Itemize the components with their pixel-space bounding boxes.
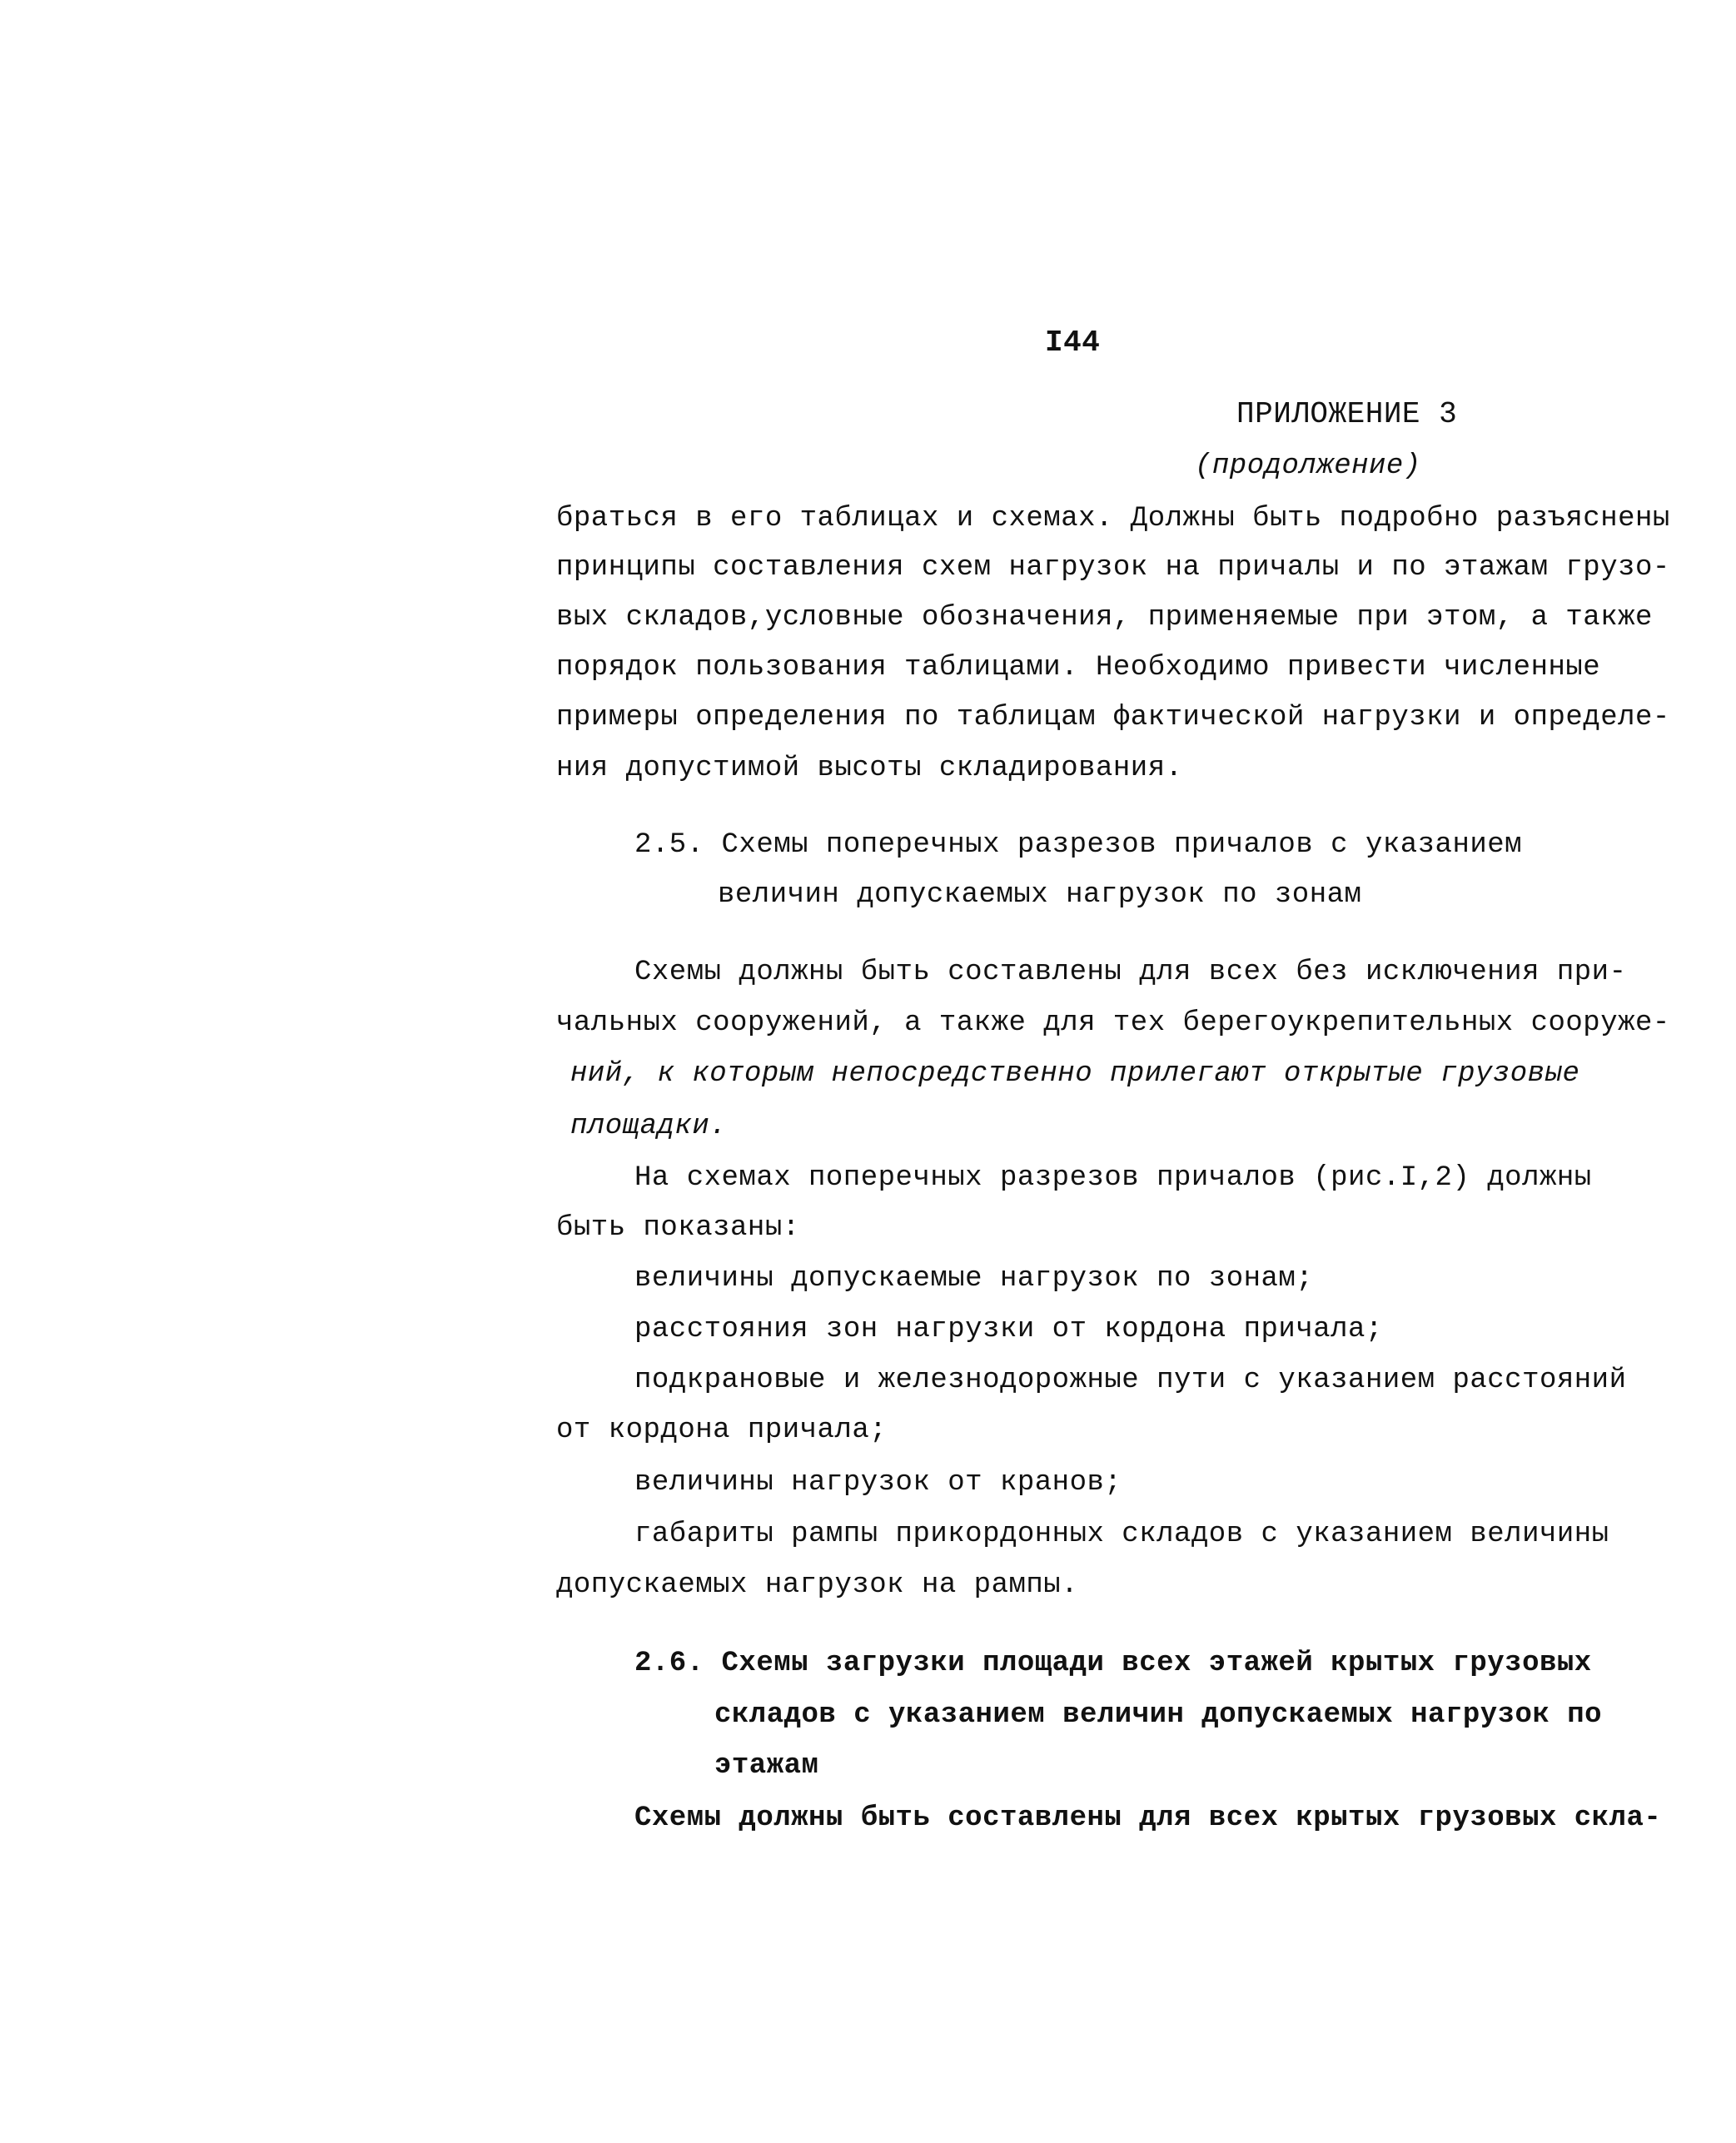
text-line: браться в его таблицах и схемах. Должны быть подробно разъяснены (556, 503, 1670, 535)
text-line: порядок пользования таблицами. Необходимо привести численные (556, 652, 1601, 684)
text-line: чальных сооружений, а также для тех берегоукрепительных сооруже- (556, 1007, 1670, 1039)
list-item: расстояния зон нагрузки от кордона причала; (634, 1314, 1383, 1345)
heading-line: складов с указанием величин допускаемых нагрузок по (714, 1699, 1603, 1731)
list-item: подкрановые и железнодорожные пути с указанием расстояний (634, 1365, 1627, 1396)
text-line: На схемах поперечных разрезов причалов (рис.I,2) должны (634, 1162, 1592, 1194)
text-line: быть показаны: (556, 1212, 800, 1244)
list-item: от кордона причала; (556, 1415, 888, 1446)
list-item: величины допускаемые нагрузок по зонам; (634, 1263, 1314, 1295)
text-line: площадки. (570, 1111, 728, 1142)
list-item: габариты рампы прикордонных складов с указанием величины (634, 1519, 1609, 1550)
list-item: величины нагрузок от кранов; (634, 1467, 1122, 1499)
appendix-title: ПРИЛОЖЕНИЕ 3 (1236, 397, 1458, 431)
section-2-6-paragraph: Схемы должны быть составлены для всех крытых грузовых скла- (634, 1802, 1662, 1834)
text-line: вых складов,условные обозначения, применяемые при этом, а также (556, 602, 1653, 634)
heading-line: 2.5. Схемы поперечных разрезов причалов с указанием (634, 829, 1523, 861)
heading-line: 2.6. Схемы загрузки площади всех этажей крытых грузовых (634, 1648, 1592, 1679)
page-number: I44 (1045, 326, 1101, 360)
text-line: примеры определения по таблицам фактической нагрузки и определе- (556, 702, 1670, 733)
text-line: принципы составления схем нагрузок на причалы и по этажам грузо- (556, 552, 1670, 584)
text-line: Схемы должны быть составлены для всех без исключения при- (634, 957, 1627, 988)
text-line: ний, к которым непосредственно прилегают открытые грузовые (570, 1058, 1580, 1090)
appendix-subtitle: (продолжение) (1195, 450, 1421, 482)
list-item: допускаемых нагрузок на рампы. (556, 1569, 1079, 1601)
text-line: ния допустимой высоты складирования. (556, 753, 1183, 784)
heading-line: этажам (714, 1750, 819, 1782)
heading-line: величин допускаемых нагрузок по зонам (718, 879, 1362, 911)
